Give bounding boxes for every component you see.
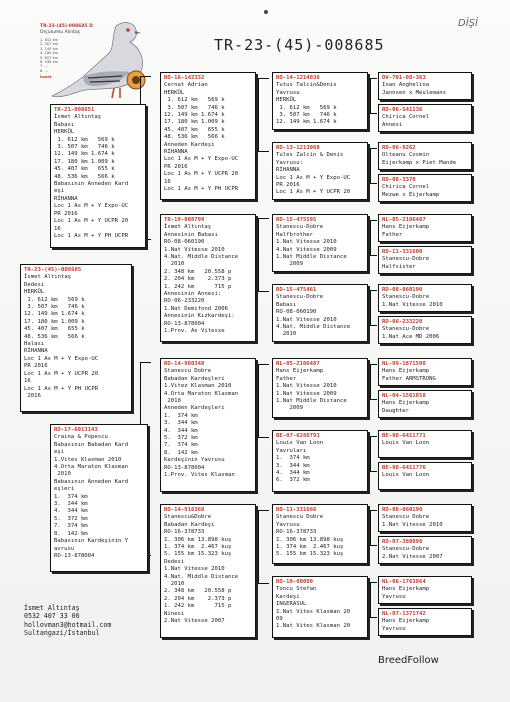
dam-line: 5. 372 km: [54, 515, 88, 522]
gen5-ring: RO-07-380098: [382, 539, 423, 545]
subject-line: Dedesi: [24, 281, 45, 288]
gen3-line: 1.Prov. Vites Klasman: [164, 472, 235, 479]
gen3-line: 2. 348 km 20.558 p: [164, 588, 232, 595]
gen5-ring: NL-05-2106487: [382, 217, 426, 223]
subject-line: 2016: [24, 392, 41, 399]
gen4-line: RO-08-060190: [276, 309, 317, 316]
gen3-line: 1.Prov. As Vitesse: [164, 328, 225, 335]
sex-label: DİŞİ: [458, 18, 478, 29]
gen4-box-8: [272, 576, 368, 638]
gen4-line: Toncu Stefan: [276, 586, 317, 593]
gen4-line: 6. 372 km: [276, 477, 310, 484]
sire-line: İsmet Altıntaş: [54, 114, 102, 121]
gen5-ring: DV-701-08-363: [382, 75, 426, 81]
dam-line: Babasının Anneden Kard: [54, 478, 129, 485]
gen5-box-2: [378, 104, 472, 132]
gen4-line: 1. 612 km 569 k: [276, 104, 337, 111]
gen5-ring: RO-08-060190: [382, 287, 423, 293]
gen3-line: 1. 612 km 569 k: [164, 97, 225, 104]
connector: [370, 582, 377, 618]
owner-name: İsmet Altıntaş: [24, 604, 80, 612]
gen3-line: RO-13-878004: [164, 464, 205, 471]
dam-line: 7. 374 km: [54, 523, 88, 530]
logo-line: 7. ...: [40, 64, 48, 69]
gen3-line: 5. 372 km: [164, 435, 198, 442]
gen3-line: RO-08-060190: [164, 239, 205, 246]
gen3-line: Stanescu Dobre: [164, 368, 212, 375]
gen5-line: Hans Eijerkamp: [382, 224, 430, 231]
gen3-box-2: [160, 214, 256, 342]
gen4-line: Loc 1 As M + Y UCPR 20: [276, 189, 351, 196]
gen3-line: Cernat Adrian: [164, 82, 208, 89]
connector: [258, 510, 269, 584]
gen3-ring: RO-14-916368: [164, 507, 205, 513]
gen3-line: RO-06-233220: [164, 298, 205, 305]
gen4-line: Yavrusu:: [276, 159, 303, 166]
gen4-line: 2010: [276, 331, 297, 338]
subject-line: 12. 149 km 1.674 k: [24, 311, 85, 318]
gen4-line: Father: [276, 375, 297, 382]
gen5-line: Louis Van Loon: [382, 472, 430, 479]
subject-line: Loc 1 As M + Y PH UCPR: [24, 385, 99, 392]
connector: [370, 220, 377, 256]
connector: [370, 364, 377, 400]
subject-line: 1. 612 km 569 k: [24, 296, 85, 303]
gen5-line: Stanescu-Dobre: [382, 546, 430, 553]
gen4-ring: RO-15-475595: [276, 217, 317, 223]
gen5-ring: RO-08-060190: [382, 507, 423, 513]
gen4-line: Stanescu Dobre: [276, 514, 324, 521]
gen3-line: 7. 374 km: [164, 442, 198, 449]
dam-line: Craina & Popescu: [54, 434, 108, 441]
gen4-ring: BE-07-6288793: [276, 433, 320, 439]
gen4-line: 1. 374 km 2.467 kuş: [276, 544, 344, 551]
gen5-box-11: [378, 430, 472, 458]
gen4-ring: NL-05-2106487: [276, 361, 320, 367]
logo-line: 3. 149 km: [40, 46, 59, 51]
gen4-box-1: [272, 72, 368, 130]
page-title: TR-23-(45)-008685: [214, 36, 385, 54]
gen4-line: Halfbrother: [276, 231, 314, 238]
gen3-line: 2. 348 km 20.558 p: [164, 268, 232, 275]
gen4-ring: RO-15-475461: [276, 287, 317, 293]
connector: [258, 218, 269, 292]
gen4-ring: RO-10-00090: [276, 579, 314, 585]
gen5-line: 1.Nat Vitesse 2010: [382, 521, 443, 528]
gen3-line: Ninesi: [164, 610, 185, 617]
connector: [370, 436, 377, 472]
gen3-line: 1. 242 km 715 p: [164, 603, 232, 610]
gen4-line: 4. 344 km: [276, 470, 310, 477]
gen5-line: Father: [382, 231, 403, 238]
gen4-line: 5. 155 km 15.323 kuş: [276, 551, 344, 558]
gen4-line: 12. 149 km 1.674 k: [276, 119, 337, 126]
gen3-box-1: [160, 72, 256, 200]
logo-line: 5. 657 km: [40, 55, 59, 60]
subject-line: 3. 507 km 746 k: [24, 304, 85, 311]
gen5-box-6: [378, 246, 472, 274]
gen3-line: 4. 344 km: [164, 427, 198, 434]
subject-line: 45. 407 km 655 k: [24, 326, 85, 333]
gen5-line: Stanescu-Dobre: [382, 294, 430, 301]
sire-line: Babasının Anneden Kard: [54, 181, 129, 188]
gen3-line: Annesinin Annesi:: [164, 291, 222, 298]
gen5-ring: NL-04-1561858: [382, 393, 426, 399]
subject-line: PR 2016: [24, 363, 48, 370]
gen4-ring: RO-13-1213068: [276, 145, 320, 151]
gen5-line: Hans Eijerkamp: [382, 618, 430, 625]
gen4-line: 3. 344 km: [276, 462, 310, 469]
gen4-line: Stanescu-Dobre: [276, 294, 324, 301]
gen5-line: 1.Nat Ace MD 2006: [382, 333, 440, 340]
connector: [370, 510, 377, 546]
gen4-line: INGERASUL: [276, 601, 307, 608]
dam-line: Babasının Kardeşinin Y: [54, 538, 129, 545]
subject-line: 17. 180 km 1.009 k: [24, 318, 85, 325]
gen3-line: PR 2016: [164, 163, 188, 170]
gen5-ring: BE-98-6411776: [382, 465, 426, 471]
gen3-line: Annesinin Babası: [164, 231, 218, 238]
gen5-line: Mezwe x Eijerkamp: [382, 191, 440, 198]
gen3-line: 48. 536 km 566 k: [164, 134, 225, 141]
gen3-line: 1. 306 km 13.898 kuş: [164, 536, 232, 543]
gen3-box-4: [160, 504, 256, 638]
subject-box: [20, 264, 132, 412]
gen5-box-13: [378, 504, 472, 532]
gen4-line: 1.Nat Vitesse 2010: [276, 316, 337, 323]
gen4-line: 1. 374 km: [276, 455, 310, 462]
gen3-line: RİHANNA: [164, 149, 188, 156]
sire-ring: TR-21-008651: [54, 107, 95, 113]
gen3-box-3: [160, 358, 256, 492]
gen3-line: 2010: [164, 581, 185, 588]
gen4-line: Loc 1 As M + Y Expo-UC: [276, 174, 351, 181]
gen5-box-15: [378, 576, 472, 604]
gen4-line: 2009: [276, 405, 303, 412]
gen5-line: Stanescu-Dobre: [382, 326, 430, 333]
subject-line: İsmet Altıntaş: [24, 274, 72, 281]
brand-footer: BreedFollow: [378, 655, 439, 666]
sire-line: Loc 1 As M + Y UCPR 20: [54, 218, 129, 225]
gen3-line: 1. 374 km: [164, 412, 198, 419]
gen5-box-8: [378, 316, 472, 344]
gen4-ring: RO-14-1214036: [276, 75, 320, 81]
gen4-line: 2009: [276, 261, 303, 268]
sire-line: PR 2016: [54, 210, 78, 217]
gen4-line: Yavrusu: [276, 89, 300, 96]
gen3-line: Anneden Kardeşi: [164, 141, 215, 148]
gen3-line: RO-13-878004: [164, 320, 205, 327]
gen4-line: 1.Nat Vitesse 2009: [276, 390, 337, 397]
gen3-ring: RO-14-980348: [164, 361, 205, 367]
subject-line: Loc 1 As M + Y UCPR 20: [24, 370, 99, 377]
logo-owner: Orçulumlu Alıntaş: [40, 29, 80, 35]
gen5-line: 2.Nat Vitesse 2007: [382, 553, 443, 560]
gen4-line: PR 2016: [276, 182, 300, 189]
gen4-line: 1.Nat Middle Distance: [276, 254, 347, 261]
gen5-box-12: [378, 462, 472, 490]
gen3-line: 2010: [164, 261, 185, 268]
gen3-line: 5. 155 km 15.323 kuş: [164, 551, 232, 558]
sire-line: eşi: [54, 188, 65, 195]
dam-line: 2010: [54, 471, 71, 478]
connector: [258, 78, 269, 152]
gen5-box-1: [378, 72, 472, 100]
sire-box: [50, 104, 146, 248]
subject-line: 16: [24, 378, 31, 385]
gen5-box-7: [378, 284, 472, 312]
gen4-line: 1.Nat Middle Distance: [276, 398, 347, 405]
gen5-line: Jannsen x Meulemans: [382, 89, 446, 96]
gen5-box-4: [378, 174, 472, 202]
gen3-line: 1. 242 km 715 p: [164, 283, 232, 290]
gen3-line: 4.Orta Maraton Klasman: [164, 390, 239, 397]
gen5-line: Stanescu-Dobre: [382, 256, 430, 263]
gen3-line: 2010: [164, 398, 181, 405]
gen3-line: HERKÜL: [164, 89, 185, 96]
gen4-line: 4.Nat. Middle Distance: [276, 324, 351, 331]
gen3-line: 1.Nat Vitesse 2010: [164, 246, 225, 253]
gen3-line: 1.Nat Demifond 2006: [164, 305, 228, 312]
gen4-line: Tutus Talcin&Denis: [276, 82, 337, 89]
gen4-line: HERKÜL: [276, 97, 297, 104]
gen3-line: Stanescu&Dobre: [164, 514, 212, 521]
gen5-box-14: [378, 536, 472, 564]
gen5-line: 1.Nat Vitesse 2010: [382, 301, 443, 308]
gen5-ring: NL-99-1871500: [382, 361, 426, 367]
gen4-line: Tules Zalcin & Denis: [276, 152, 344, 159]
gen3-line: Loc 1 As M + Y Expo-UC: [164, 156, 239, 163]
gen4-ring: RO-11-331666: [276, 507, 317, 513]
gen5-ring: NL-06-1763864: [382, 579, 426, 585]
gen4-line: Hans Eijerkamp: [276, 368, 324, 375]
gen3-line: Annesinin Kızkardeşi:: [164, 313, 235, 320]
connector: [370, 290, 377, 326]
gen3-line: 1. 374 km 2.467 kuş: [164, 544, 232, 551]
gen4-line: RİHANNA: [276, 167, 300, 174]
gen3-line: Anneden Kardeşleri: [164, 405, 225, 412]
gen3-line: 1.Nat Vitesse 2010: [164, 566, 225, 573]
gen3-ring: TR-19-008799: [164, 217, 205, 223]
owner-info: [24, 604, 111, 638]
gen3-line: 4.Nat. Middle Distance: [164, 254, 239, 261]
gen5-line: Yavrusu: [382, 593, 406, 600]
gen4-box-7: [272, 504, 368, 564]
gen3-line: 8. 142 km: [164, 449, 198, 456]
gen5-ring: RO-08-3370: [382, 177, 416, 183]
sire-line: 17. 180 km 1.009 k: [54, 158, 115, 165]
gen5-ring: BE-98-6411771: [382, 433, 426, 439]
dam-line: 3. 344 km: [54, 501, 88, 508]
connector: [370, 148, 377, 184]
gen3-line: 4.Nat. Middle Distance: [164, 573, 239, 580]
gen4-box-4: [272, 284, 368, 342]
gen5-line: Hans Eijerkamp: [382, 400, 430, 407]
gen3-line: 17. 180 km 1.009 k: [164, 119, 225, 126]
logo-line: 2. 307 km: [40, 42, 59, 47]
gen5-ring: RO-06-9262: [382, 145, 416, 151]
gen3-line: 2.Nat Vitesse 2007: [164, 618, 225, 625]
gen5-line: Eijerkamp x Piet Mande: [382, 159, 457, 166]
gen4-line: 09: [276, 616, 283, 623]
gen3-line: 12. 149 km 1.674 k: [164, 112, 225, 119]
gen4-line: 1.Nat Vitesse 2010: [276, 239, 337, 246]
gen3-line: 3. 344 km: [164, 420, 198, 427]
gen4-line: Yavruları: [276, 447, 307, 454]
gen3-line: 16: [164, 178, 171, 185]
gen3-line: 45. 407 km 655 k: [164, 126, 225, 133]
gen4-line: Stanescu-Dobre: [276, 224, 324, 231]
subject-line: Halası: [24, 341, 45, 348]
dam-line: avrusu: [54, 545, 75, 552]
gen3-line: Babadan Kardeşi: [164, 521, 215, 528]
owner-address: Sultangazi/İstanbul: [24, 629, 100, 638]
dam-line: eşi: [54, 449, 65, 456]
gen3-line: Kardeşinin Yavrusu: [164, 457, 225, 464]
sire-line: 12. 149 km 1.674 k: [54, 151, 115, 158]
gen3-line: RO-16-378733: [164, 529, 205, 536]
gen5-line: Chirica Cornel: [382, 114, 430, 121]
sire-line: 3. 507 km 746 k: [54, 144, 115, 151]
dam-line: 4. 344 km: [54, 508, 88, 515]
gen5-ring: NL-07-1371742: [382, 611, 426, 617]
sire-line: Babası: [54, 121, 75, 128]
gen4-line: Yavrusu: [276, 521, 300, 528]
sire-line: RİHANNA: [54, 195, 78, 202]
gen3-line: 3. 507 km 746 k: [164, 104, 225, 111]
gen3-line: 2. 204 km 2.373 p: [164, 595, 232, 602]
gen5-line: Olteanu Cosmin: [382, 152, 430, 159]
subject-ring: TR-23-(45)-008685: [24, 267, 82, 273]
gen5-ring: RO-11-331600: [382, 249, 423, 255]
subject-line: HERKÜL: [24, 289, 45, 296]
gen4-line: Babası: [276, 301, 297, 308]
gen4-line: 4.Nat Vitesse 2009: [276, 246, 337, 253]
logo-line: 4. 180 km: [40, 51, 59, 56]
sire-line: 16: [54, 225, 61, 232]
sire-line: 45. 407 km 655 k: [54, 166, 115, 173]
subject-line: 48. 536 km 566 k: [24, 333, 85, 340]
dam-line: 8. 142 km: [54, 530, 88, 537]
gen5-line: Hans Eijerkamp: [382, 586, 430, 593]
gen5-box-16: [378, 608, 472, 636]
logo-line: 1. 612 km: [40, 38, 59, 42]
sire-line: Loc 1 As M + Y PH UCPR: [54, 232, 129, 239]
dam-line: eşleri: [54, 486, 75, 493]
subject-line: RİHANNA: [24, 348, 48, 355]
sire-line: 1. 612 km 569 k: [54, 136, 115, 143]
gen5-line: Annesi: [382, 121, 403, 128]
gen4-box-5: [272, 358, 368, 418]
gen4-box-2: [272, 142, 368, 200]
gen4-line: Kardeşi: [276, 593, 300, 600]
connector: [370, 78, 377, 114]
gen5-line: Father ARMSTRONG: [382, 375, 436, 382]
gen5-box-10: [378, 390, 472, 418]
gen5-box-3: [378, 142, 472, 170]
dam-line: Babasının Babadan Kard: [54, 441, 129, 448]
gen3-line: Dedesi: [164, 558, 185, 565]
gen4-line: RO-16-378733: [276, 529, 317, 536]
subject-line: Loc 1 As M + Y Expo-UC: [24, 355, 99, 362]
dam-line: 1. 374 km: [54, 493, 88, 500]
gen5-line: Louis Van Loon: [382, 440, 430, 447]
gen5-line: Yavrusu: [382, 625, 406, 632]
gen4-box-6: [272, 430, 368, 492]
gen3-ring: RO-16-142332: [164, 75, 205, 81]
owner-phone: 0532 407 33 06: [24, 612, 80, 621]
gen4-line: 3. 507 km 746 k: [276, 112, 337, 119]
dam-line: RO-13-878004: [54, 552, 95, 559]
dam-ring: RO-17-6013143: [54, 427, 98, 433]
gen5-line: Stanescu Dobre: [382, 514, 430, 521]
gen4-line: 1.Nat Vitesse 2010: [276, 383, 337, 390]
gen5-line: Daughter: [382, 407, 409, 414]
logo-line: 8. ...: [40, 68, 48, 73]
gen3-line: Loc 1 As M + Y PH UCPR: [164, 186, 239, 193]
gen3-line: Babadan Kardeşleri: [164, 375, 225, 382]
gen5-ring: RO-06-541136: [382, 107, 423, 113]
sire-line: HERKÜL: [54, 129, 75, 136]
gen4-box-3: [272, 214, 368, 272]
sire-line: Loc 1 As M + Y Expo-UC: [54, 203, 129, 210]
gen3-line: 1.Vitez Klasman 2010: [164, 383, 232, 390]
dam-line: 4.Orta Maraton Klasman: [54, 464, 129, 471]
gen4-line: 1. 306 km 13.898 kuş: [276, 536, 344, 543]
logo-ring: TR-23-(45)-008685 D: [40, 24, 93, 29]
gen5-ring: RO-06-233220: [382, 319, 423, 325]
gen5-line: Hans Eijerkamp: [382, 368, 430, 375]
dam-box: [50, 424, 148, 572]
gen3-line: 2. 204 km 2.373 p: [164, 276, 232, 283]
gen4-line: 1.Nat Vites Klasman 20: [276, 623, 351, 630]
gen4-line: 1.Nat Vites Klasman 20: [276, 608, 351, 615]
gen5-box-9: [378, 358, 472, 386]
connector: [258, 364, 269, 438]
gen5-line: Halfsister: [382, 263, 416, 270]
logo-brand: İsmet: [40, 75, 52, 80]
dam-line: 1.Vites Klasman 2010: [54, 456, 122, 463]
logo-line: 6. 536 km: [40, 60, 59, 65]
gen5-line: Ioan Anghelina: [382, 82, 430, 89]
owner-email: hollovman3@hotmail.com: [24, 620, 112, 629]
sire-line: 48. 536 km 566 k: [54, 173, 115, 180]
gen3-line: İsmet Altıntaş: [164, 224, 212, 231]
gen3-line: Loc 1 As M + Y UCPR 20: [164, 171, 239, 178]
gen5-box-5: [378, 214, 472, 242]
gen5-line: Chirica Cornel: [382, 184, 430, 191]
punch-hole: [264, 10, 268, 14]
gen4-line: Louis Van Loon: [276, 440, 324, 447]
